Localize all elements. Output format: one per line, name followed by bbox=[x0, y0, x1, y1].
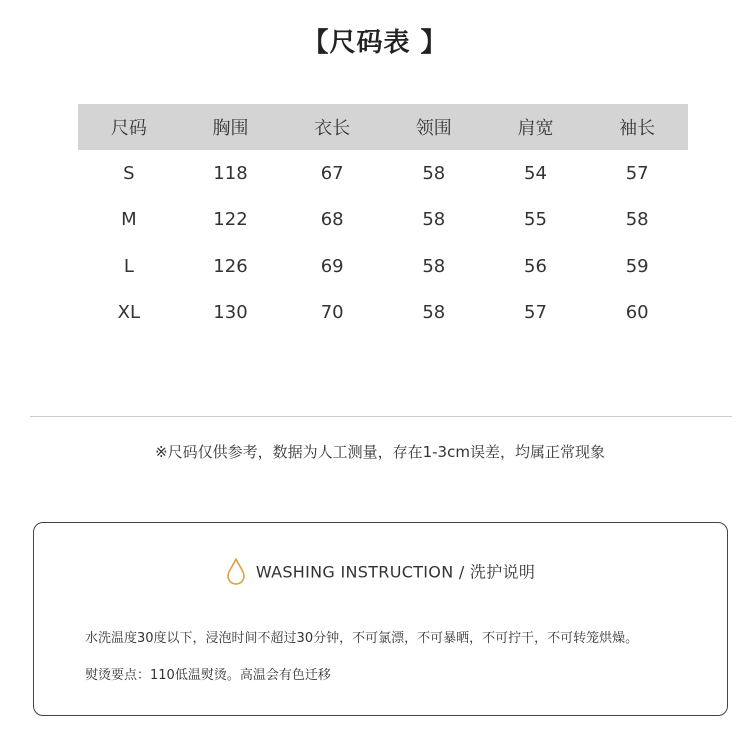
table-row bbox=[78, 290, 688, 337]
table-cell: 67 bbox=[320, 162, 344, 184]
table-row bbox=[78, 197, 688, 244]
table-cell: 122 bbox=[213, 209, 248, 231]
table-cell: S bbox=[123, 162, 135, 184]
table-cell: 58 bbox=[625, 209, 649, 231]
table-cell: 55 bbox=[524, 209, 547, 231]
table-cell: 70 bbox=[320, 302, 344, 324]
measurement-note: ※尺码仅供参考，数据为人工测量，存在1-3cm误差，均属正常现象 bbox=[155, 443, 605, 461]
table-cell: 58 bbox=[422, 209, 446, 231]
table-cell: 68 bbox=[320, 209, 344, 231]
table-cell: 56 bbox=[524, 255, 547, 277]
table-cell: 58 bbox=[422, 255, 446, 277]
washing-instruction-text: 水洗温度30度以下，浸泡时间不超过30分钟，不可氯漂，不可暴晒，不可拧干，不可转笼烘燥。 bbox=[85, 631, 639, 646]
table-cell: 58 bbox=[422, 302, 446, 324]
page-title: 【尺码表 】 bbox=[302, 28, 448, 58]
table-cell: M bbox=[121, 209, 137, 231]
table-cell: XL bbox=[117, 302, 140, 324]
table-cell: 130 bbox=[213, 302, 248, 324]
washing-instruction-box bbox=[33, 522, 728, 716]
table-cell: 60 bbox=[625, 302, 649, 324]
size-chart-table bbox=[78, 104, 688, 336]
column-header: 肩宽 bbox=[485, 104, 587, 150]
column-header: 袖长 bbox=[586, 104, 688, 150]
washing-heading bbox=[34, 557, 727, 585]
table-cell: 59 bbox=[625, 255, 649, 277]
washing-heading-text: WASHING INSTRUCTION / 洗护说明 bbox=[255, 562, 536, 582]
table-cell: 69 bbox=[320, 255, 344, 277]
water-drop-icon bbox=[226, 557, 246, 585]
table-row bbox=[78, 243, 688, 290]
column-header: 衣长 bbox=[281, 104, 383, 150]
table-cell: 57 bbox=[524, 302, 547, 324]
table-cell: 126 bbox=[213, 255, 248, 277]
ironing-instruction-text: 熨烫要点：110低温熨烫。高温会有色迁移 bbox=[85, 668, 331, 683]
table-header-row bbox=[78, 104, 688, 150]
table-cell: 58 bbox=[422, 162, 446, 184]
table-row bbox=[78, 150, 688, 197]
section-divider bbox=[30, 416, 732, 417]
table-cell: 118 bbox=[213, 162, 248, 184]
table-cell: L bbox=[123, 255, 134, 277]
table-cell: 54 bbox=[524, 162, 547, 184]
column-header: 胸围 bbox=[180, 104, 282, 150]
column-header: 尺码 bbox=[78, 104, 180, 150]
column-header: 领围 bbox=[383, 104, 485, 150]
table-cell: 57 bbox=[625, 162, 649, 184]
